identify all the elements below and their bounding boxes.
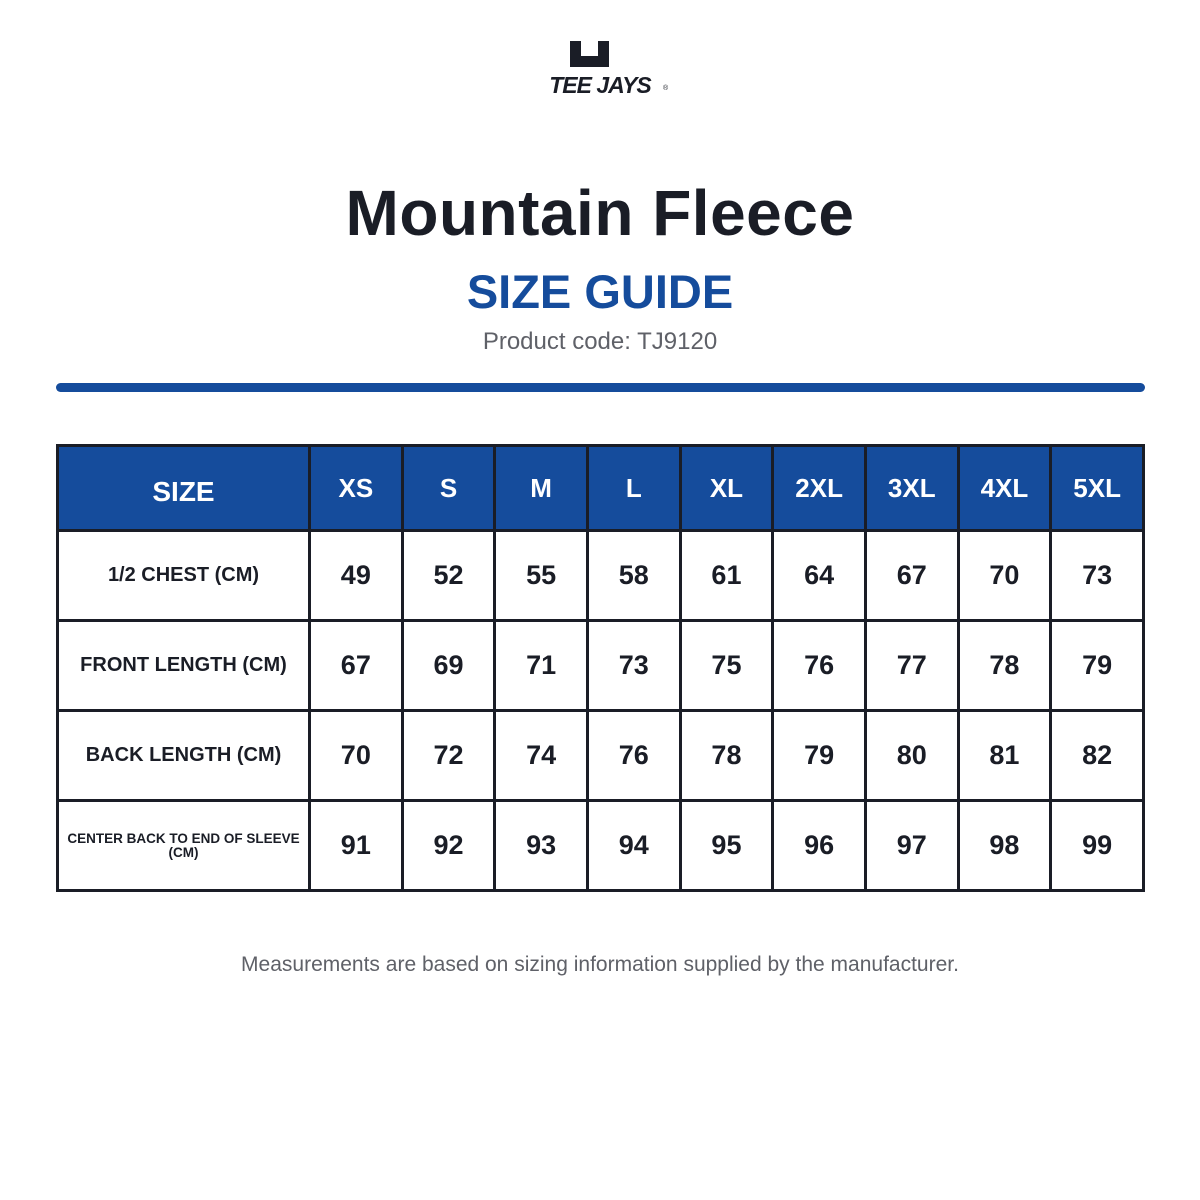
row-label: 1/2 CHEST (CM) (58, 531, 310, 621)
table-cell: 80 (865, 711, 958, 801)
table-cell: 73 (587, 621, 680, 711)
table-cell: 77 (865, 621, 958, 711)
footnote: Measurements are based on sizing information supplied by the manufacturer. (241, 953, 959, 976)
product-code: Product code: TJ9120 (482, 328, 718, 355)
header-size: M (495, 446, 588, 531)
table-cell: 78 (680, 711, 773, 801)
table-cell: 94 (587, 801, 680, 891)
table-cell: 64 (773, 531, 866, 621)
header-size: 4XL (958, 446, 1051, 531)
table-cell: 67 (310, 621, 403, 711)
row-label: CENTER BACK TO END OF SLEEVE (CM) (58, 801, 310, 891)
page-title: Mountain Fleece (345, 177, 855, 249)
table-cell: 52 (402, 531, 495, 621)
table-cell: 76 (587, 711, 680, 801)
svg-text:®: ® (663, 85, 669, 92)
table-cell: 75 (680, 621, 773, 711)
table-cell: 72 (402, 711, 495, 801)
table-row (58, 621, 1144, 711)
table-row (58, 531, 1144, 621)
table-cell: 95 (680, 801, 773, 891)
table-cell: 49 (310, 531, 403, 621)
table-cell: 76 (773, 621, 866, 711)
table-cell: 69 (402, 621, 495, 711)
size-table (56, 444, 1145, 892)
table-cell: 70 (310, 711, 403, 801)
logo-wordmark: TEE JAYS (549, 72, 651, 98)
page-subtitle: SIZE GUIDE (466, 265, 734, 318)
header-size-label: SIZE (58, 446, 310, 531)
header-size: L (587, 446, 680, 531)
table-cell: 98 (958, 801, 1051, 891)
table-cell: 81 (958, 711, 1051, 801)
table-cell: 73 (1051, 531, 1144, 621)
header-size: 3XL (865, 446, 958, 531)
table-cell: 55 (495, 531, 588, 621)
tee-jays-logo (530, 38, 670, 98)
header-size: 2XL (773, 446, 866, 531)
table-cell: 67 (865, 531, 958, 621)
table-cell: 82 (1051, 711, 1144, 801)
table-cell: 97 (865, 801, 958, 891)
table-cell: 96 (773, 801, 866, 891)
header-size: 5XL (1051, 446, 1144, 531)
table-cell: 61 (680, 531, 773, 621)
header-size: XS (310, 446, 403, 531)
header-size: S (402, 446, 495, 531)
row-label: FRONT LENGTH (CM) (58, 621, 310, 711)
table-cell: 91 (310, 801, 403, 891)
header-size: XL (680, 446, 773, 531)
table-cell: 78 (958, 621, 1051, 711)
table-cell: 58 (587, 531, 680, 621)
table-row (58, 711, 1144, 801)
table-cell: 79 (1051, 621, 1144, 711)
table-row (58, 801, 1144, 891)
table-cell: 93 (495, 801, 588, 891)
divider (56, 383, 1145, 392)
row-label: BACK LENGTH (CM) (58, 711, 310, 801)
table-cell: 99 (1051, 801, 1144, 891)
table-cell: 71 (495, 621, 588, 711)
table-cell: 70 (958, 531, 1051, 621)
table-cell: 92 (402, 801, 495, 891)
table-cell: 74 (495, 711, 588, 801)
table-cell: 79 (773, 711, 866, 801)
table-header-row (58, 446, 1144, 531)
